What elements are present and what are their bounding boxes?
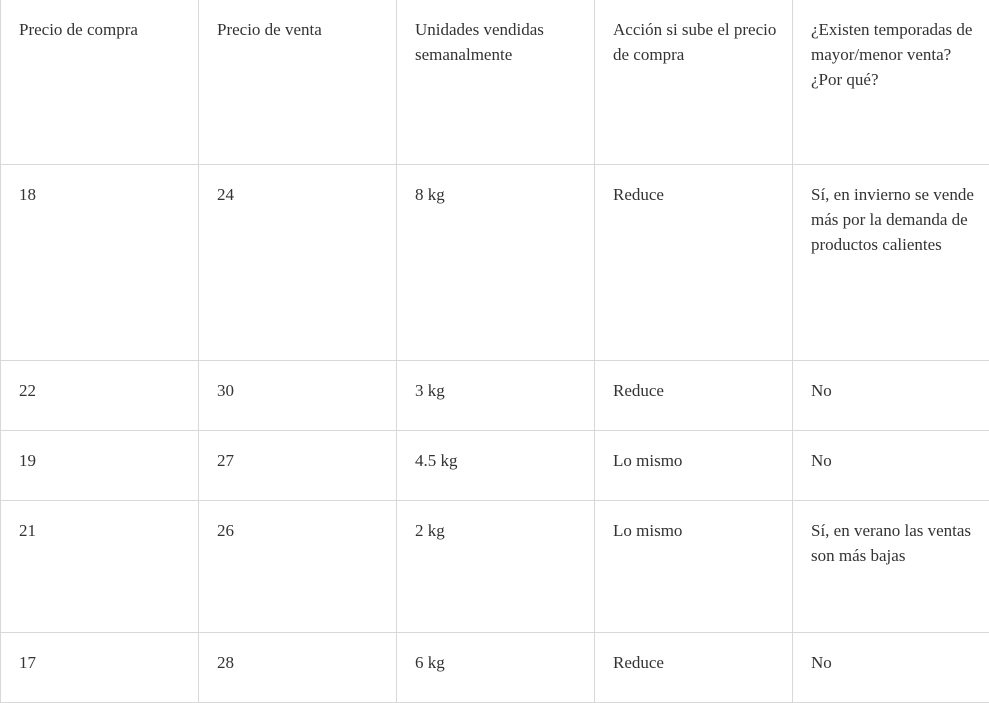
cell-seasons: Sí, en verano las ventas son más bajas <box>793 500 989 632</box>
table-row <box>1 632 989 702</box>
cell-weekly-units: 6 kg <box>397 632 595 702</box>
cell-sale-price: 26 <box>199 500 397 632</box>
table-row <box>1 360 989 430</box>
cell-purchase-price: 17 <box>1 632 199 702</box>
header-weekly-units: Unidades vendidas semanalmente <box>397 0 595 164</box>
cell-sale-price: 28 <box>199 632 397 702</box>
cell-action: Lo mismo <box>595 500 793 632</box>
cell-purchase-price: 18 <box>1 164 199 360</box>
cell-weekly-units: 8 kg <box>397 164 595 360</box>
cell-seasons: No <box>793 430 989 500</box>
header-seasons: ¿Existen temporadas de mayor/menor venta? ¿Por qué? <box>793 0 989 164</box>
cell-sale-price: 30 <box>199 360 397 430</box>
cell-seasons: No <box>793 360 989 430</box>
cell-purchase-price: 21 <box>1 500 199 632</box>
cell-weekly-units: 3 kg <box>397 360 595 430</box>
cell-seasons: No <box>793 632 989 702</box>
cell-purchase-price: 22 <box>1 360 199 430</box>
table-row <box>1 500 989 632</box>
cell-action: Reduce <box>595 360 793 430</box>
cell-action: Reduce <box>595 164 793 360</box>
cell-purchase-price: 19 <box>1 430 199 500</box>
table-row <box>1 164 989 360</box>
cell-seasons: Sí, en invierno se vende más por la demanda de productos calientes <box>793 164 989 360</box>
cell-action: Reduce <box>595 632 793 702</box>
cell-weekly-units: 2 kg <box>397 500 595 632</box>
header-sale-price: Precio de venta <box>199 0 397 164</box>
cell-action: Lo mismo <box>595 430 793 500</box>
cell-sale-price: 27 <box>199 430 397 500</box>
table-row <box>1 430 989 500</box>
cell-weekly-units: 4.5 kg <box>397 430 595 500</box>
header-purchase-price: Precio de compra <box>1 0 199 164</box>
cell-sale-price: 24 <box>199 164 397 360</box>
table-header-row <box>1 0 989 164</box>
header-action-if-price-rises: Acción si sube el precio de compra <box>595 0 793 164</box>
